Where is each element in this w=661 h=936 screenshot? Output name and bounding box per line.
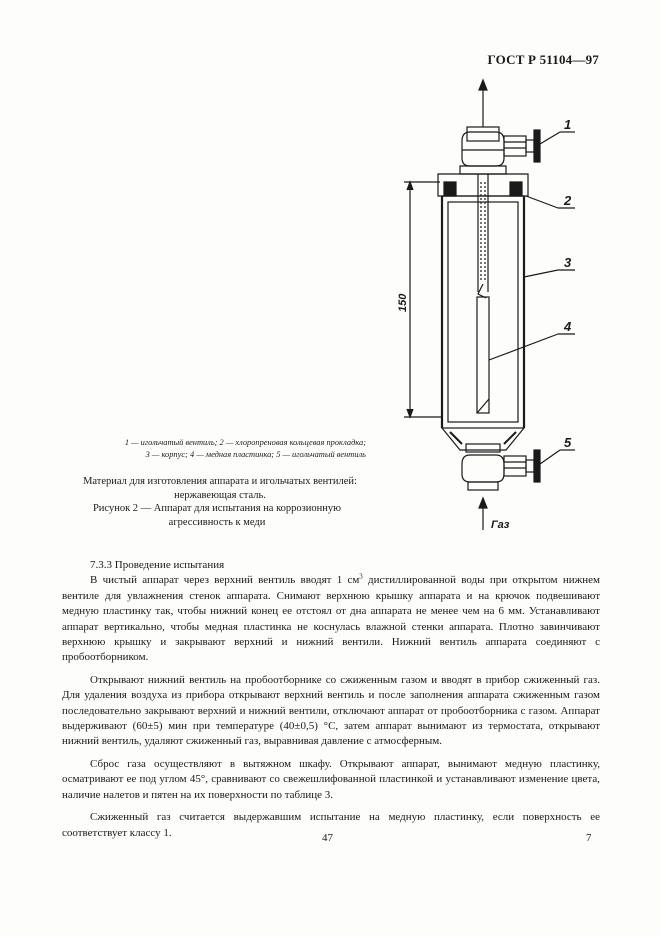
page-number-right: 7 — [586, 832, 592, 844]
top-arrow-icon — [479, 80, 487, 90]
section-heading: 7.3.3 Проведение испытания — [90, 559, 225, 571]
callout-5: 5 — [564, 435, 572, 450]
document-header: ГОСТ Р 51104—97 — [487, 52, 599, 67]
page-number-center: 47 — [322, 832, 333, 844]
bottom-cone — [442, 428, 524, 450]
paragraph-3: Сброс газа осуществляют в вытяжном шкафу. Открывают аппарат, вынимают медную пластинку, осматривают ее под углом 45°, сравнивают со свежешлифованной пластинкой и устанавливают изменение цвета, наличие налетов и пятен на их поверхности по таблице 3. — [62, 757, 600, 801]
material-note: Материал для изготовления аппарата и игольчатых вентилей: нержавеющая сталь. — [83, 476, 357, 501]
top-valve-body — [462, 132, 504, 166]
paragraph-4: Сжиженный газ считается выдержавшим испытание на медную пластинку, если поверхность ее соответствует классу 1. — [62, 811, 600, 839]
dimension-label: 150 — [397, 293, 409, 312]
bottom-valve-body — [462, 455, 504, 482]
copper-plate — [477, 297, 489, 413]
callout-4: 4 — [564, 319, 572, 334]
gas-label: Газ — [491, 519, 510, 531]
apparatus-figure — [360, 72, 600, 542]
figure-caption: Рисунок 2 — Аппарат для испытания на коррозионную агрессивность к меди — [92, 503, 342, 528]
paragraph-2: Открывают нижний вентиль на пробоотборнике со сжиженным газом и вводят в прибор сжиженный газ. Для удаления воздуха из прибора открывают верхний вентиль и после заполнения аппарата сжиженным газом последовательно закрывают верхний и нижний вентили, отключают аппарат от пробоотборника с газом. Аппарат выдерживают (60±5) мин при температуре (40±0,5) °С, затем аппарат вынимают из термостата, открывают нижний вентиль, удаляют сжиженный газ, выравнивая давление с атмосферным. — [62, 673, 600, 748]
gas-arrow-icon — [479, 498, 487, 508]
callout-1: 1 — [564, 117, 572, 132]
paragraph-1: В чистый аппарат через верхний вентиль вводят 1 $см^3$ дистиллированной воды при открытом нижнем вентиле для увлажнения стенок аппарата. Снимают верхнюю крышку аппарата и на крючок подвешивают медную пластинку так, чтобы нижний конец ее отстоял от дна аппарата не менее чем на 6 мм. Устанавливают аппарат вертикально, чтобы медная пластинка не коснулась влажной стенки аппарата. Плотно завинчивают верхнюю крышку и закрывают верхний и нижний вентили. Нижний вентиль аппарата соединяют с пробоотборником. — [62, 572, 600, 664]
top-valve-stem — [467, 127, 499, 141]
callout-3: 3 — [564, 255, 572, 270]
callout-2: 2 — [564, 193, 572, 208]
figure-legend: 1 — игольчатый вентиль; 2 — хлоропреновая кольцевая прокладка; 3 — корпус; 4 — медная пластинка; 5 — игольчатый вентиль — [124, 438, 366, 459]
section-body — [62, 558, 600, 841]
apparatus-body — [442, 196, 524, 428]
